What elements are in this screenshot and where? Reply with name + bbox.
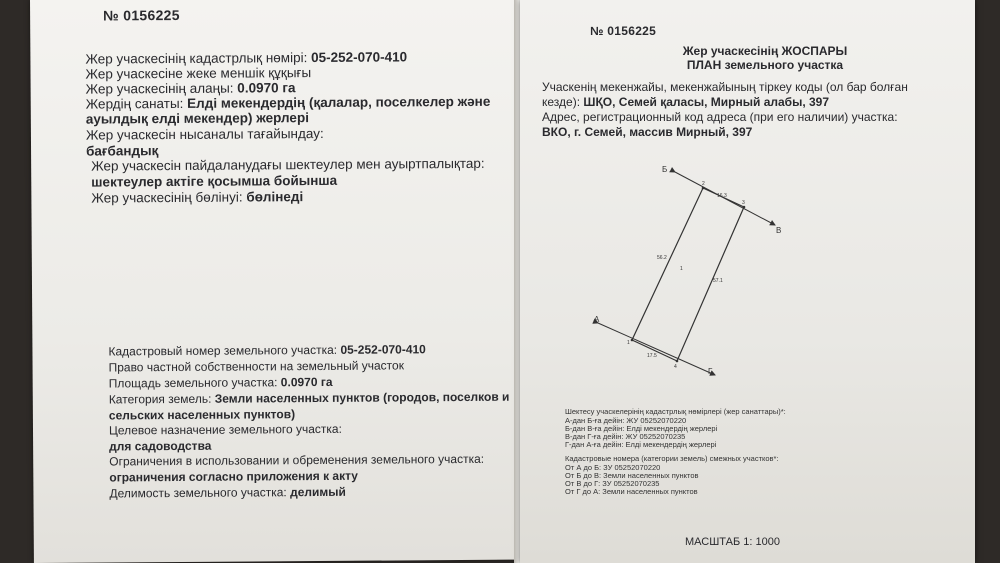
- point-4-marker: [676, 360, 679, 363]
- letter-a: А: [594, 315, 600, 324]
- side-length-right: 57.1: [713, 278, 723, 284]
- ru-divisibility-row: [109, 485, 346, 501]
- kz-category-value-2: ауылдық елді мекендер) жерлері: [85, 110, 309, 127]
- document-number-right: № 0156225: [590, 24, 657, 38]
- kz-area-label: Жер учаскесінің алаңы:: [85, 80, 234, 97]
- side-length-top: 16.3: [717, 193, 727, 199]
- letter-b: Б: [662, 165, 668, 174]
- adjacent-kz-title: Шектесу учаскелерінің кадастрлық нөмірлері (жер санаттары)*:: [565, 407, 786, 416]
- ru-area-value: 0.0970 га: [280, 374, 333, 390]
- adjacent-ru-title: Кадастровые номера (категории земель) смежных участков*:: [565, 454, 779, 463]
- point-3-marker: [743, 206, 746, 209]
- adjacent-ru-item: От Б до В: Земли населенных пунктов: [565, 471, 699, 480]
- point-4-label: 4: [674, 364, 677, 370]
- kz-divisibility-value: бөлінеді: [246, 189, 304, 205]
- adjacent-ru-item: От Г до А: Земли населенных пунктов: [565, 487, 698, 496]
- ru-purpose-label: Целевое назначение земельного участка:: [108, 421, 342, 438]
- address-kz-label-2: кезде):: [542, 95, 581, 109]
- ru-divisibility-label: Делимость земельного участка:: [109, 485, 287, 501]
- kz-area-value: 0.0970 га: [237, 80, 296, 96]
- adjacent-ru-item: От А до Б: ЗУ 05252070220: [565, 463, 661, 472]
- ru-restrictions-label: Ограничения в использовании и обременения земельного участка:: [109, 451, 485, 469]
- ru-category-value-1: Земли населенных пунктов (городов, поселков и: [214, 389, 510, 406]
- ru-cadastral-label: Кадастровый номер земельного участка:: [108, 342, 338, 359]
- kz-category-label: Жердің санаты:: [85, 95, 184, 112]
- left-page: [30, 0, 522, 563]
- kz-area-row: [86, 80, 296, 96]
- point-2-marker: [702, 187, 705, 190]
- parcel-boundary: [632, 188, 744, 361]
- adjacent-kz-item: Г-дан А-ға дейін: Елді мекендердің жерлері: [565, 440, 717, 449]
- kz-category-row: [86, 94, 491, 112]
- parcel-plan-drawing: [520, 160, 975, 390]
- adjacent-kz-item: В-дан Г-ға дейін: ЖУ 05252070235: [565, 432, 686, 441]
- plan-scale: МАСШТАБ 1: 1000: [685, 536, 780, 548]
- letter-g: Г: [708, 367, 713, 376]
- adjacent-ru-item: От В до Г: ЗУ 05252070235: [565, 479, 660, 488]
- ru-cadastral-value: 05-252-070-410: [340, 342, 426, 357]
- kz-divisibility-row: [91, 189, 303, 205]
- document-number: № 0156225: [103, 6, 180, 24]
- point-2-label: 2: [702, 181, 705, 187]
- ru-category-value-2: сельских населенных пунктов): [108, 407, 296, 423]
- address-ru-value: ВКО, г. Семей, массив Мирный, 397: [542, 125, 753, 139]
- plan-title-ru: ПЛАН земельного участка: [686, 58, 844, 72]
- address-ru-label: Адрес, регистрационный код адреса (при его наличии) участка:: [542, 110, 898, 124]
- side-length-left: 56.2: [657, 255, 667, 261]
- kz-cadastral-row: [85, 49, 407, 66]
- adjacent-kz-item: Б-дан В-ға дейін: Елді мекендердің жерлері: [565, 424, 718, 433]
- ru-divisibility-value: делимый: [290, 484, 346, 500]
- point-1-label: 1: [627, 340, 630, 346]
- right-page: [520, 0, 975, 563]
- address-kz-label-1: Учаскенің мекенжайы, мекенжайының тіркеу коды (ол бар болған: [542, 80, 908, 94]
- plan-title-kz: Жер учаскесінің ЖОСПАРЫ: [682, 44, 848, 58]
- kz-restrictions-value: шектеулер актіге қосымша бойынша: [91, 172, 338, 190]
- kz-category-value-1: Елді мекендердің (қалалар, поселкелер және: [187, 93, 491, 111]
- ru-category-row: [109, 390, 510, 407]
- kz-divisibility-label: Жер учаскесінің бөлінуі:: [91, 189, 243, 206]
- ru-category-label: Категория земель:: [108, 391, 212, 407]
- direction-line-a-g: [598, 323, 715, 375]
- ru-area-label: Площадь земельного участка:: [108, 375, 278, 391]
- point-1-marker: [631, 339, 634, 342]
- address-kz-value: ШҚО, Семей қаласы, Мирный алабы, 397: [583, 95, 830, 109]
- kz-right-label: Жер учаскесіне жеке меншік құқығы: [85, 65, 312, 82]
- parcel-number-label: 1: [680, 266, 683, 272]
- adjacent-kz-item: А-дан Б-ға дейін: ЖУ 05252070220: [565, 416, 687, 425]
- kz-purpose-value: бағбандық: [86, 143, 159, 159]
- kz-purpose-label: Жер учаскесін нысаналы тағайындау:: [85, 125, 324, 143]
- letter-v: В: [776, 226, 782, 235]
- kz-restrictions-label: Жер учаскесін пайдаланудағы шектеулер мен ауыртпалықтар:: [91, 155, 485, 174]
- ru-purpose-value: для садоводства: [109, 438, 212, 454]
- ru-cadastral-row: [108, 342, 425, 358]
- point-3-label: 3: [742, 200, 745, 206]
- ru-restrictions-value: ограничения согласно приложения к акту: [109, 468, 358, 485]
- address-kz-row: [542, 95, 829, 109]
- side-length-bottom: 17.5: [647, 353, 657, 359]
- kz-cadastral-label: Жер учаскесінің кадастрлық нөмірі:: [85, 50, 308, 67]
- ru-area-row: [109, 375, 333, 391]
- kz-cadastral-value: 05-252-070-410: [311, 49, 408, 66]
- ru-right-label: Право частной собственности на земельный участок: [108, 358, 404, 375]
